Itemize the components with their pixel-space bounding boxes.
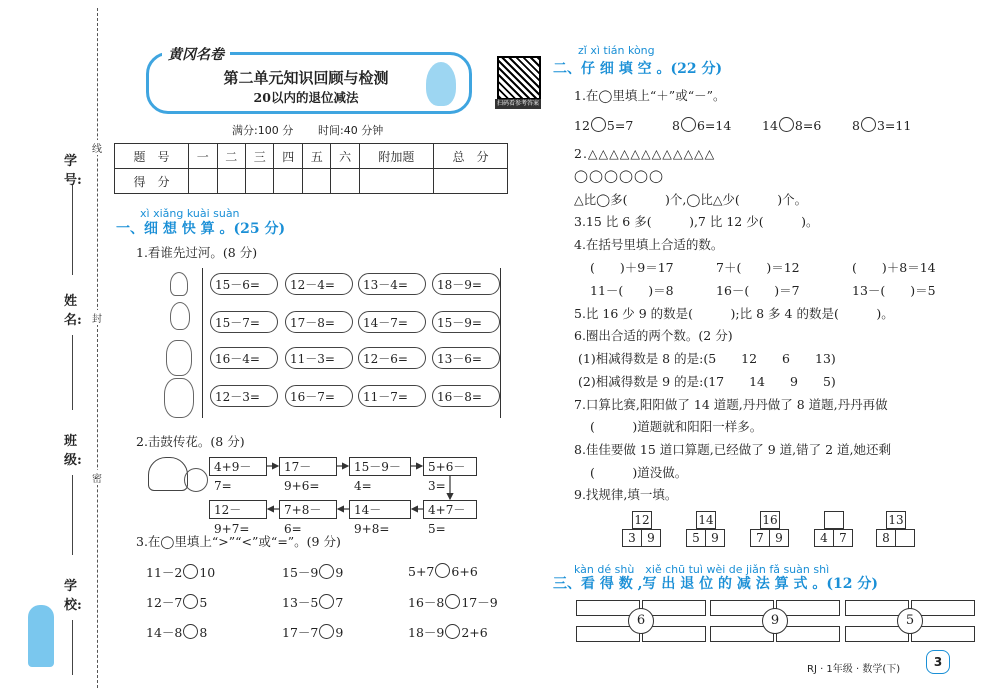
cloud-equation[interactable]: 12－3= [210, 385, 278, 407]
sec2-title: 二、仔 细 填 空 。(22 分) [553, 61, 723, 77]
score-header-cell: 五 [302, 144, 330, 169]
compare-right: 2+6 [461, 625, 488, 640]
compare-item [146, 623, 207, 641]
compare-circle[interactable] [445, 624, 460, 639]
compare-left: 16－8 [408, 595, 445, 610]
score-row-label: 得 分 [115, 169, 189, 194]
cloud-equation[interactable]: 14－7= [358, 311, 426, 333]
score-cell[interactable] [217, 169, 245, 194]
sign-fill-item [672, 117, 731, 133]
pattern-top-cell: 14 [696, 511, 716, 529]
sec1-q2: 2.击鼓传花。(8 分) [136, 434, 245, 449]
score-cell[interactable] [302, 169, 330, 194]
compare-left: 14－8 [146, 625, 183, 640]
sign-fill-item [574, 117, 633, 133]
sec2-q4: 4.在括号里填上合适的数。 [574, 237, 724, 252]
sign-right: 6=14 [696, 118, 732, 133]
sec2-q5: 5.比 16 少 9 的数是( );比 8 多 4 的数是( )。 [574, 306, 894, 321]
score-header-cell: 总 分 [433, 144, 507, 169]
sec2-q6: 6.圈出合适的两个数。(2 分) [574, 328, 733, 343]
sec3-pinyin: kàn dé shù xiě chū tuì wèi de jiǎn fǎ suàn shì [574, 563, 830, 576]
sign-circle[interactable] [681, 117, 696, 132]
fill-number-item[interactable]: 7＋( )＝12 [716, 260, 800, 275]
pattern-left-cell: 7 [750, 529, 770, 547]
cloud-equation[interactable]: 15－9= [432, 311, 500, 333]
drum-chain-box: 4+7－5= [423, 500, 477, 519]
sign-left: 12 [574, 118, 590, 133]
compare-right: 8 [199, 625, 208, 640]
score-header-cell: 一 [189, 144, 217, 169]
cloud-equation[interactable]: 16－7= [285, 385, 353, 407]
compare-circle[interactable] [183, 564, 198, 579]
drum-chain-box: 14－9+8= [349, 500, 411, 519]
duck-icon [170, 302, 190, 330]
pattern-top-cell: 12 [632, 511, 652, 529]
fill-number-item[interactable]: ( )＋8＝14 [852, 260, 936, 275]
drum-chain-arrows [200, 455, 490, 525]
compare-item [408, 563, 478, 579]
score-cell[interactable] [433, 169, 507, 194]
score-header-cell: 附加题 [359, 144, 433, 169]
full-score: 满分:100 分 [232, 124, 294, 137]
sec2-q2-triangles: 2.△△△△△△△△△△△△ [574, 146, 716, 161]
cloud-equation[interactable]: 12－6= [358, 347, 426, 369]
drum-icon [148, 457, 188, 491]
score-cell[interactable] [245, 169, 273, 194]
compare-left: 5+7 [408, 564, 435, 579]
compare-circle[interactable] [445, 594, 460, 609]
sec2-q2-question: △比◯多( )个,◯比△少( )个。 [574, 192, 808, 207]
id-line [72, 185, 73, 275]
time-limit: 时间:40 分钟 [318, 124, 384, 137]
footer-label: RJ · 1年级 · 数学(下) [807, 664, 901, 675]
sec2-q7-line1: 7.口算比赛,阳阳做了 14 道题,丹丹做了 8 道题,丹丹再做 [574, 397, 888, 412]
score-header-cell: 题 号 [115, 144, 189, 169]
compare-left: 13－5 [282, 595, 319, 610]
cloud-equation[interactable]: 16－4= [210, 347, 278, 369]
sign-left: 14 [762, 118, 778, 133]
compare-item [408, 623, 488, 641]
score-header-cell: 二 [217, 144, 245, 169]
cloud-equation[interactable]: 15－6= [210, 273, 278, 295]
compare-right: 7 [335, 595, 344, 610]
pattern-top-cell: 13 [886, 511, 906, 529]
compare-item [146, 563, 215, 581]
class-label: 班级: [64, 434, 82, 468]
score-header-cell: 三 [245, 144, 273, 169]
score-table [114, 143, 508, 194]
compare-right: 6+6 [451, 564, 478, 579]
sec2-pinyin: zǐ xì tián kòng [578, 44, 655, 57]
compare-circle[interactable] [319, 624, 334, 639]
cloud-equation[interactable]: 11－3= [285, 347, 353, 369]
sign-circle[interactable] [779, 117, 794, 132]
pencil-mascot-icon [28, 605, 54, 667]
compare-left: 17－7 [282, 625, 319, 640]
pattern-left-cell: 3 [622, 529, 642, 547]
id-label: 学号: [64, 154, 82, 188]
horse-icon [164, 378, 194, 418]
fill-number-item[interactable]: 11－( )＝8 [590, 283, 674, 298]
seal-word-line: 线 [92, 140, 102, 155]
seal-word-secret: 密 [92, 470, 102, 485]
pattern-right-cell: 7 [833, 529, 853, 547]
compare-left: 18－9 [408, 625, 445, 640]
result-circle: 5 [897, 608, 923, 634]
page-title: 第二单元知识回顾与检测 [223, 69, 389, 87]
drum-chain-box: 15－9－4= [349, 457, 411, 476]
drum-chain-box: 17－9+6= [279, 457, 337, 476]
seal-word-seal: 封 [92, 310, 102, 325]
compare-right: 17－9 [461, 595, 498, 610]
compare-left: 15－9 [282, 565, 319, 580]
pattern-left-cell: 8 [876, 529, 896, 547]
sec2-q6b[interactable]: (2)相减得数是 9 的是:(17 14 9 5) [578, 374, 836, 389]
compare-right: 9 [335, 565, 344, 580]
class-line [72, 475, 73, 555]
cloud-equation[interactable]: 16－8= [432, 385, 500, 407]
pattern-right-cell: 9 [769, 529, 789, 547]
name-line [72, 335, 73, 410]
compare-item [408, 593, 498, 611]
compare-right: 9 [335, 625, 344, 640]
fill-number-item[interactable]: 13－( )＝5 [852, 283, 936, 298]
pattern-right-cell[interactable] [895, 529, 915, 547]
compare-item [282, 623, 343, 641]
river-bank-left [202, 268, 203, 418]
school-line [72, 620, 73, 675]
compare-circle[interactable] [319, 564, 334, 579]
qr-caption: 扫码看参考答案 [496, 100, 539, 107]
drum-chain-box: 4+9－7= [209, 457, 267, 476]
pattern-right-cell: 9 [641, 529, 661, 547]
compare-circle[interactable] [435, 563, 450, 578]
compare-item [282, 593, 343, 611]
result-circle: 6 [628, 608, 654, 634]
compare-item [282, 563, 343, 581]
cloud-equation[interactable]: 15－7= [210, 311, 278, 333]
cloud-equation[interactable]: 13－6= [432, 347, 500, 369]
compare-right: 5 [199, 595, 208, 610]
sec1-pinyin: xì xiǎng kuài suàn [140, 207, 240, 220]
drum-chain-box: 7+8－6= [279, 500, 337, 519]
score-header-cell: 四 [274, 144, 302, 169]
cloud-equation[interactable]: 13－4= [358, 273, 426, 295]
sec2-q3: 3.15 比 6 多( ),7 比 12 少( )。 [574, 214, 819, 229]
compare-circle[interactable] [183, 594, 198, 609]
compare-circle[interactable] [183, 624, 198, 639]
cloud-equation[interactable]: 12－4= [285, 273, 353, 295]
drum-chain-box: 5+6－3= [423, 457, 477, 476]
sec2-q1: 1.在◯里填上“＋”或“－”。 [574, 88, 726, 103]
sec1-q1: 1.看谁先过河。(8 分) [136, 245, 258, 260]
sec1-title: 一、细 想 快 算 。(25 分) [116, 221, 286, 237]
sec1-q3: 3.在◯里填上“>”“<”或“=”。(9 分) [136, 534, 341, 549]
compare-right: 10 [199, 565, 216, 580]
cloud-equation[interactable]: 18－9= [432, 273, 500, 295]
score-cell[interactable] [189, 169, 217, 194]
sign-right: 8=6 [794, 118, 822, 133]
compare-left: 11－2 [146, 565, 183, 580]
score-cell[interactable] [359, 169, 433, 194]
score-cell[interactable] [274, 169, 302, 194]
sign-fill-item [852, 117, 911, 133]
school-label: 学校: [64, 579, 82, 613]
cloud-equation[interactable]: 11－7= [358, 385, 426, 407]
compare-circle[interactable] [319, 594, 334, 609]
sec2-q8-line2: ( )道没做。 [590, 465, 688, 480]
sign-left: 8 [672, 118, 680, 133]
fill-number-item[interactable]: ( )＋9＝17 [590, 260, 674, 275]
sec2-q7-line2: ( )道题就和阳阳一样多。 [590, 419, 763, 434]
brand-logo: 黄冈名卷 [162, 44, 230, 64]
binding-dashed-line [97, 8, 98, 688]
pattern-top-cell[interactable] [824, 511, 844, 529]
sec2-q2-circles: ◯◯◯◯◯◯ [574, 168, 664, 183]
sec2-q6a[interactable]: (1)相减得数是 8 的是:(5 12 6 13) [578, 351, 836, 366]
drum-chain-box: 12－9+7= [209, 500, 267, 519]
deer-icon [166, 340, 192, 376]
page-subtitle: 20以内的退位减法 [253, 90, 359, 105]
pattern-top-cell: 16 [760, 511, 780, 529]
river-bank-right [500, 268, 501, 418]
rabbit-icon [170, 272, 188, 296]
score-cell[interactable] [331, 169, 359, 194]
compare-item [146, 593, 207, 611]
qr-code-icon[interactable] [497, 56, 541, 100]
sign-circle[interactable] [861, 117, 876, 132]
sign-left: 8 [852, 118, 860, 133]
pattern-left-cell: 4 [814, 529, 834, 547]
sign-right: 3=11 [876, 118, 912, 133]
score-header-cell: 六 [331, 144, 359, 169]
pattern-left-cell: 5 [686, 529, 706, 547]
sec2-q9: 9.找规律,填一填。 [574, 487, 678, 502]
sign-circle[interactable] [591, 117, 606, 132]
sign-fill-item [762, 117, 821, 133]
sec2-q8-line1: 8.佳佳要做 15 道口算题,已经做了 9 道,错了 2 道,她还剩 [574, 442, 891, 457]
cloud-equation[interactable]: 17－8= [285, 311, 353, 333]
rabbit-mascot-icon [426, 62, 456, 106]
result-circle: 9 [762, 608, 788, 634]
page-number: 3 [926, 650, 950, 674]
fill-number-item[interactable]: 16－( )＝7 [716, 283, 800, 298]
pattern-right-cell: 9 [705, 529, 725, 547]
sign-right: 5=7 [606, 118, 634, 133]
name-label: 姓名: [64, 294, 82, 328]
compare-left: 12－7 [146, 595, 183, 610]
sec3-title: 三、看 得 数 ,写 出 退 位 的 减 法 算 式 。(12 分) [553, 576, 878, 592]
